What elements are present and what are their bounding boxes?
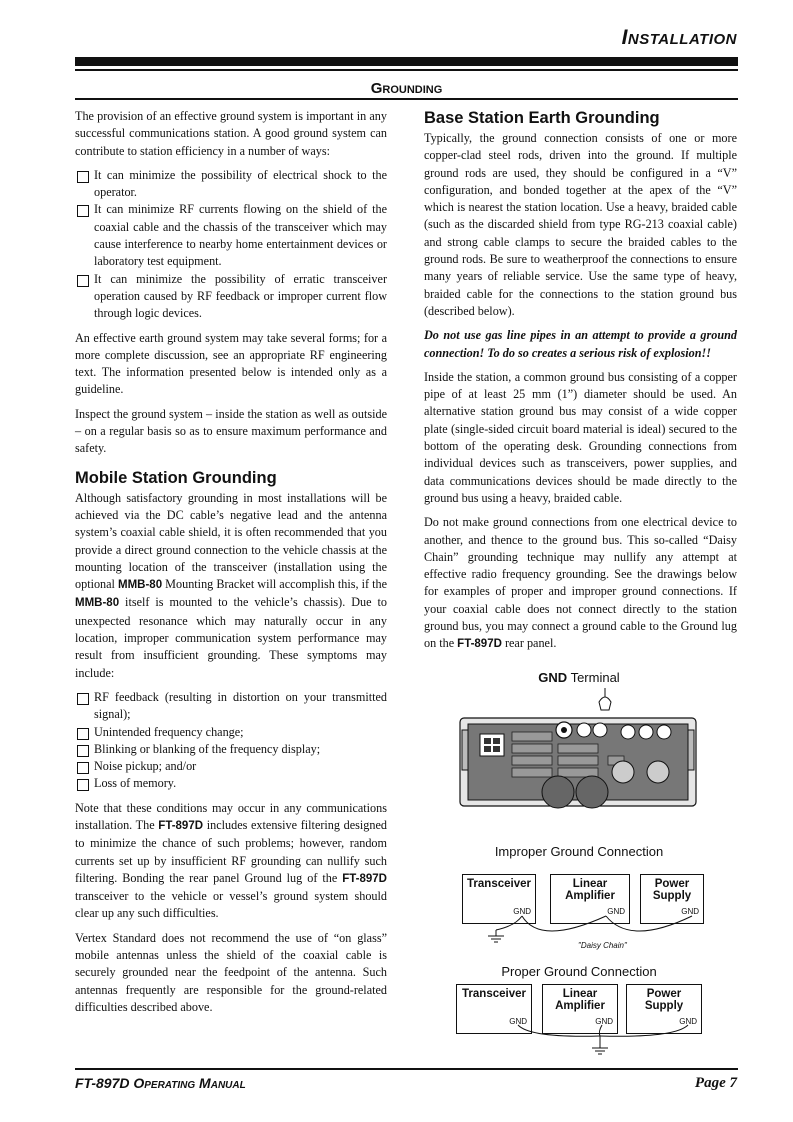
improper-amplifier-box: Linear Amplifier GND [550, 874, 630, 924]
right-column [424, 108, 737, 661]
paragraph: An effective earth ground system may take several forms; for a more complete discussion, see an appropriate RF engineering text. The information presented below is intended only as a guideline. [75, 330, 387, 397]
intro-paragraph: The provision of an effective ground system is important in any successful communications station. A good ground system can contribute to station efficiency in a number of ways: [75, 109, 387, 158]
header-rule-thick [75, 57, 738, 66]
list-item: Unintended frequency change; [75, 724, 387, 741]
left-column [75, 108, 387, 1023]
list-item: Blinking or blanking of the frequency display; [75, 741, 387, 758]
mobile-grounding-heading: Mobile Station Grounding [75, 468, 387, 489]
list-item: It can minimize the possibility of erratic transceiver operation caused by RF feedback or improper current flow through logic devices. [75, 271, 387, 323]
footer-page-number: Page 7 [694, 1075, 737, 1091]
base-grounding-heading: Base Station Earth Grounding [424, 108, 737, 129]
improper-transceiver-box: Transceiver GND [462, 874, 536, 924]
explosion-warning: Do not use gas line pipes in an attempt to provide a ground connection! To do so creates a serious risk of explosion!! [424, 328, 737, 360]
rear-panel-illustration [458, 688, 698, 838]
list-item: Loss of memory. [75, 775, 387, 792]
improper-power-supply-box: Power Supply GND [640, 874, 704, 924]
footer-rule [75, 1068, 738, 1070]
daisy-chain-label: "Daisy Chain" [578, 941, 627, 950]
page-header-title: Installation [621, 26, 737, 49]
paragraph: Typically, the ground connection consists of one or more copper-clad steel rods, driven into the ground. If multiple ground rods are used, they should be configured in a “V” configuration, and bonded together at the apex of the “V” which is nearest the station location. Use a heavy, braided cable (such as the discarded shield from type RG-213 coaxial cable) and strong cable clamps to secure the braided cables to the ground rods. Be sure to weatherproof the connections to ensure many years of reliable service. Use the same type of heavy, braided cable for the connections to the station ground bus (described below). [424, 131, 737, 318]
list-item: RF feedback (resulting in distortion on your transmitted signal); [75, 689, 387, 724]
glass-antenna-paragraph: Vertex Standard does not recommend the use of “on glass” mobile antennas unless the shield of the coaxial cable is securely grounded near the feedpoint of the antenna. Such antennas frequently are responsible for the ground-related difficulties described above. [75, 930, 387, 1014]
ground-lug-icon [599, 697, 611, 710]
proper-transceiver-box: Transceiver GND [456, 984, 532, 1034]
list-item: It can minimize the possibility of electrical shock to the operator. [75, 167, 387, 202]
proper-connection-title: Proper Ground Connection [501, 964, 657, 979]
note-paragraph: Note that these conditions may occur in any communications installation. The FT-897D includes extensive filtering designed to minimize the chance of such problems; however, random currents set up by insufficient RF grounding can nullify such filtering. Bonding the rear panel Ground lug of the FT-897D transceiver to the vehicle or vessel’s ground system should clear up any such difficulties. [75, 800, 387, 921]
benefit-list [75, 167, 387, 323]
list-item: It can minimize RF currents flowing on the shield of the coaxial cable and the chassis of the transceiver which may cause interference to nearby home entertainment devices or laboratory test equipment. [75, 201, 387, 270]
proper-power-supply-box: Power Supply GND [626, 984, 702, 1034]
improper-connection-title: Improper Ground Connection [494, 844, 664, 859]
gnd-terminal-label: GND Terminal [538, 670, 620, 685]
header-rule-thin [75, 69, 738, 71]
mobile-paragraph: Although satisfactory grounding in most installations will be achieved via the DC cable’s negative lead and the antenna system’s coaxial cable shield, it is often recommended that you provide a direct ground connection to the vehicle chassis at the mounting location of the transceiver (installation using the optional MMB-80 Mounting Bracket will accomplish this, if the MMB-80 itself is mounted to the vehicle’s chassis). Due to unexpected resonance which may naturally occur in any location, improper communication system performance may result from insufficient grounding. These symptoms may include: [75, 490, 387, 680]
section-rule [75, 98, 738, 100]
symptom-list [75, 689, 387, 793]
section-title: Grounding [370, 80, 443, 97]
proper-star-wiring [420, 978, 738, 1063]
daisy-chain-paragraph: Do not make ground connections from one electrical device to another, and thence to the ground bus. This so-called “Daisy Chain” grounding technique may nullify any attempt at effective radio frequency grounding. See the drawings below for examples of proper and improper ground connections. If your coaxial cable does not connect directly to the station ground bus, you may connect a ground cable to the Ground lug on the FT-897D rear panel. [424, 515, 737, 651]
footer-manual-title: FT-897D Operating Manual [75, 1075, 246, 1091]
grounding-diagrams [420, 668, 738, 1063]
paragraph: Inspect the ground system – inside the station as well as outside – on a regular basis so as to ensure maximum performance and safety. [75, 406, 387, 456]
paragraph: Inside the station, a common ground bus consisting of a copper pipe of at least 25 mm (1”) diameter should be used. An alternative station ground bus may consist of a wide copper plate (single-sided circuit board material is ideal) secured to the bottom of the operating desk. Grounding connections from individual devices such as transceivers, power supplies, and data communications devices should be made directly to the ground bus using a heavy, braided cable. [424, 369, 737, 505]
list-item: Noise pickup; and/or [75, 758, 387, 775]
proper-amplifier-box: Linear Amplifier GND [542, 984, 618, 1034]
